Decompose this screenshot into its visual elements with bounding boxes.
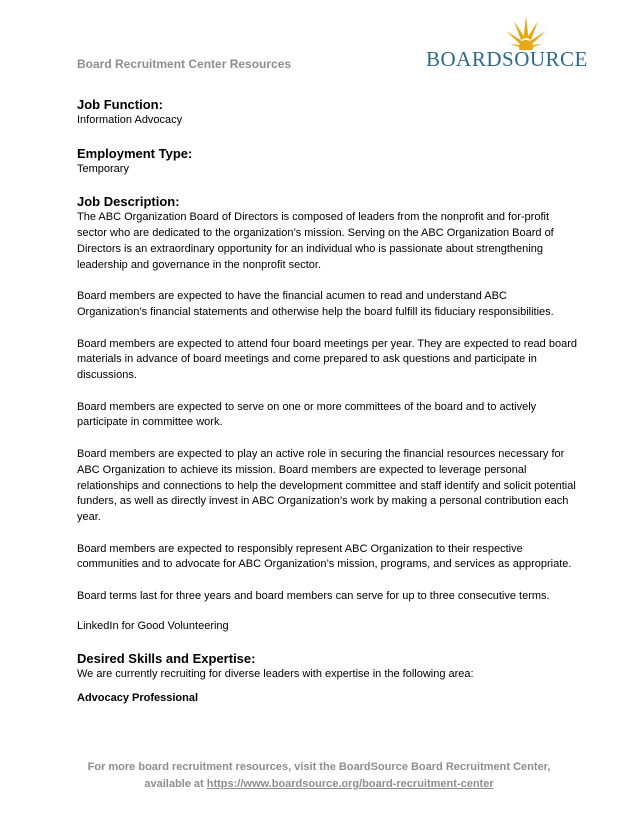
description-paragraph: Board members are expected to attend four board meetings per year. They are expected to read board materials in advance of board meetings and come prepared to ask questions and participate in discussions. (77, 337, 577, 382)
employment-type-value: Temporary (77, 162, 129, 175)
job-function-value: Information Advocacy (77, 114, 183, 126)
skills-heading: Desired Skills and Expertise: (77, 651, 256, 667)
description-paragraph: Board members are expected to have the financial acumen to read and understand ABC Organization’s financial statements and otherwise help the board fulfill its fiduciary responsibilities. (77, 290, 554, 318)
skills-intro: We are currently recruiting for diverse leaders with expertise in the following area: (77, 668, 474, 681)
skills-item: Advocacy Professional (77, 692, 199, 705)
job-description-heading: Job Description: (77, 194, 180, 210)
document-body (77, 96, 577, 707)
description-paragraph: Board terms last for three years and board members can serve for up to three consecutive terms. (77, 590, 550, 603)
description-paragraph: Board members are expected to play an active role in securing the financial resources necessary for ABC Organization to achieve its mission. Board members are expected to leverage personal relationships and connections to help the development committee and staff identify and solicit potential funders, as well as directly invest in ABC Organization’s work by making a personal contribution each year. (77, 448, 576, 523)
job-function-heading: Job Function: (77, 97, 163, 112)
description-paragraph: The ABC Organization Board of Directors is composed of leaders from the nonprofit and for-profit sector who are dedicated to the organization’s mission. Serving on the ABC Organization Board of Directors is an extraordinary opportunity for an individual who is passionate about strengthening leadership and governance in the nonprofit sector. (77, 211, 554, 271)
header-title: Board Recruitment Center Resources (77, 57, 292, 71)
logo-source: SOURCE (502, 47, 588, 71)
footer-prefix: available at (144, 778, 207, 790)
recruitment-center-link[interactable]: https://www.boardsource.org/board-recruitment-center (206, 778, 494, 790)
description-paragraph: Board members are expected to responsibly represent ABC Organization to their respective communities and to advocate for ABC Organization’s mission, programs, and services as appropriate. (77, 542, 572, 571)
description-paragraph: Board members are expected to serve on one or more committees of the board and to actively participate in committee work. (77, 400, 537, 429)
logo-board: BOARD (426, 47, 503, 71)
linkedin-text: LinkedIn for Good Volunteering (77, 619, 229, 632)
logo-wordmark (426, 47, 598, 72)
boardsource-logo[interactable] (426, 16, 598, 76)
sun-icon (504, 16, 548, 50)
footer (0, 759, 638, 793)
footer-line-2 (0, 776, 638, 793)
employment-type-heading: Employment Type: (77, 145, 193, 161)
footer-line-1: For more board recruitment resources, visit the BoardSource Board Recruitment Center, (87, 761, 551, 773)
